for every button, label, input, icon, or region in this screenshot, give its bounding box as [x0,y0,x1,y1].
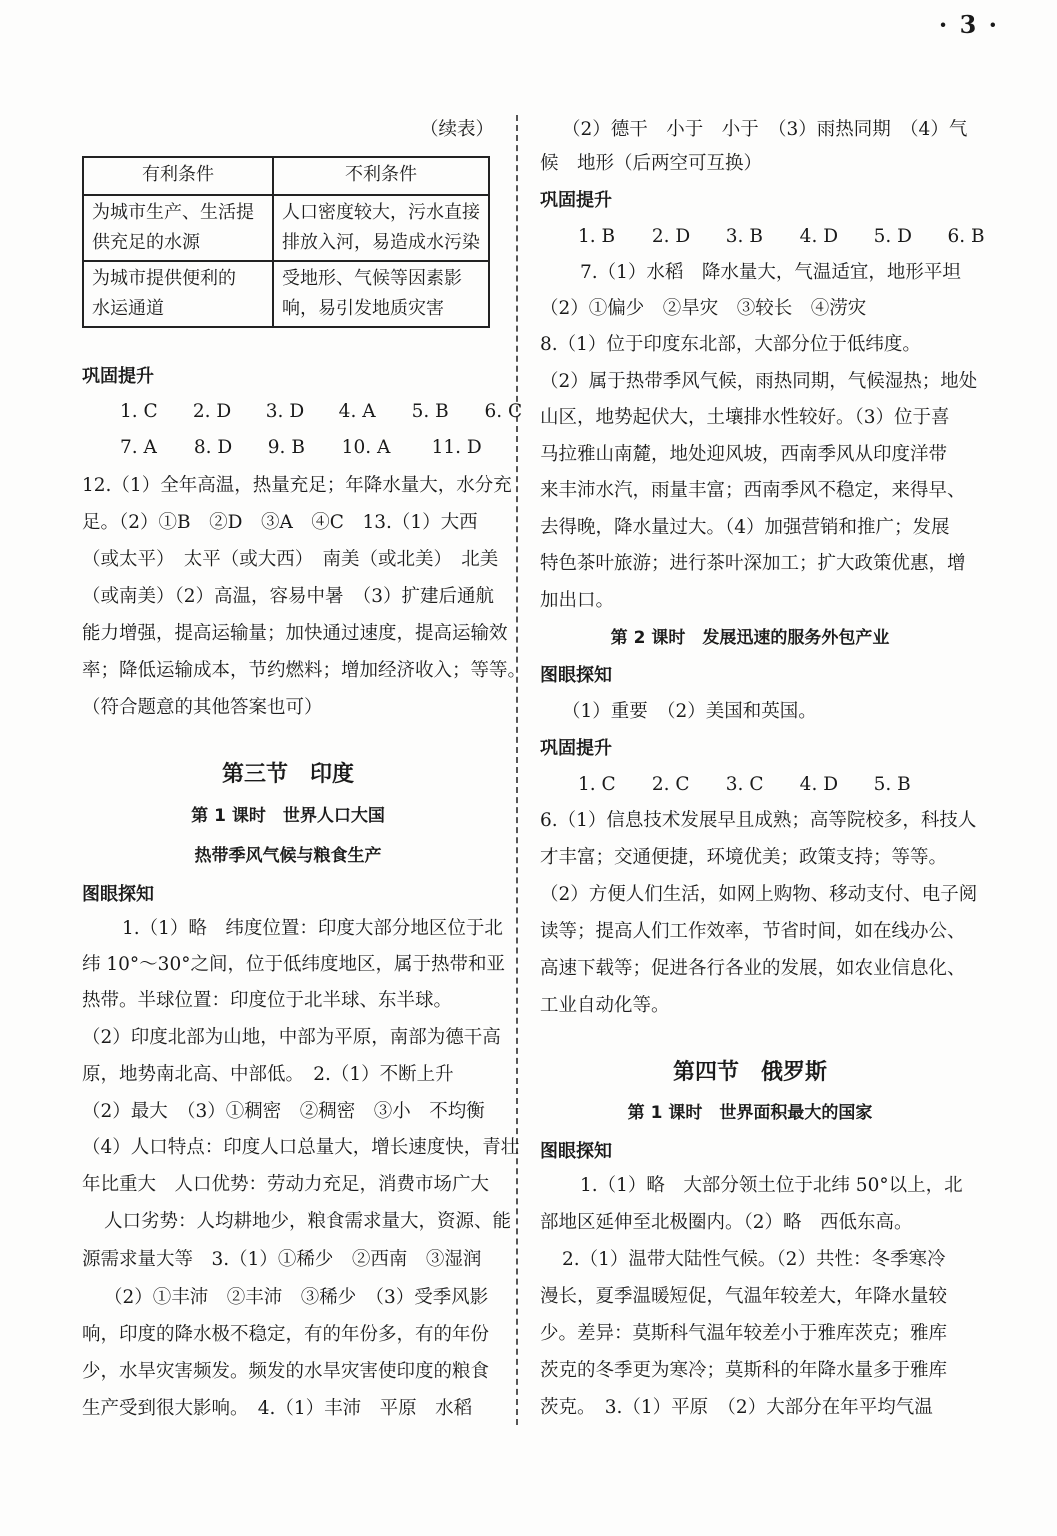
answer-item: 4. D [799,774,839,795]
cell-line: 人口密度较大，污水直接 [282,202,480,223]
answer-item: 3. D [265,401,305,422]
answer-line: （2）方便人们生活，如网上购物、移动支付、电子阅 [540,884,978,905]
answer-line: 茨克。 3.（1）平原 （2）大部分在年平均气温 [540,1397,933,1418]
heading-explore: 图眼探知 [82,884,154,905]
answer-line: 12.（1）全年高温，热量充足；年降水量大，水分充 [82,475,512,496]
answer-line: （2）①丰沛 ②丰沛 ③稀少 （3）受季风影 [104,1287,489,1308]
answer-line: 生产受到很大影响。 4.（1）丰沛 平原 水稻 [82,1398,473,1419]
answer-line: 少。差异：莫斯科气温年较差小于雅库茨克；雅库 [540,1323,948,1344]
page-number: · 3 · [938,10,999,39]
answer-item: 5. B [411,401,449,422]
answer-item: 2. D [651,226,691,247]
answer-line: 漫长，夏季温暖短促，气温年较差大，年降水量较 [540,1286,948,1307]
answer-line: （2）属于热带季风气候，雨热同期，气候湿热；地处 [540,371,978,392]
answer-line: 才丰富；交通便捷，环境优美；政策支持；等等。 [540,847,948,868]
answer-line: 高速下载等；促进各行各业的发展，如农业信息化、 [540,958,966,979]
answer-line: 热带。半球位置：印度位于北半球、东半球。 [82,990,453,1011]
cell-line: 为城市生产、生活提 [92,202,254,223]
answer-item: 11. D [431,437,482,458]
answer-line: （2）印度北部为山地，中部为平原，南部为德干高 [82,1027,501,1048]
answer-item: 7. A [120,437,157,458]
answer-row [540,222,985,252]
cell-line: 排放入河，易造成水污染 [282,232,480,253]
cell-line: 响，易引发地质灾害 [282,298,444,319]
answer-line: 6.（1）信息技术发展早且成熟；高等院校多，科技人 [540,810,977,831]
answer-line: 率；降低运输成本，节约燃料；增加经济收入；等等。 [82,660,527,681]
answer-item: 2. C [651,774,690,795]
answer-line: 工业自动化等。 [540,995,670,1016]
cell-line: 为城市提供便利的 [92,268,236,289]
lesson-title: 热带季风气候与粮食生产 [194,846,382,866]
answer-item: 3. B [725,226,763,247]
answer-line: （1）重要 （2）美国和英国。 [562,701,817,722]
answer-item: 6. B [947,226,985,247]
answer-line: 山区，地势起伏大，土壤排水性较好。（3）位于喜 [540,407,950,428]
answer-line: 1.（1）略 纬度位置：印度大部分地区位于北 [122,918,503,939]
lesson-title: 第 1 课时 世界面积最大的国家 [627,1103,873,1123]
answer-item: 1. B [578,226,616,247]
table-row [83,261,489,327]
answer-line: （2）①偏少 ②旱灾 ③较长 ④涝灾 [540,298,867,319]
table-header-row [83,157,489,195]
answer-row [540,770,960,800]
answer-line: 年比重大 人口优势：劳动力充足，消费市场广大 [82,1174,490,1195]
answer-line: 特色茶叶旅游；进行茶叶深加工；扩大政策优惠，增 [540,553,966,574]
section-title: 第三节 印度 [221,762,354,787]
answer-row [82,397,523,427]
answer-line: 原，地势南北高、中部低。 2.（1）不断上升 [82,1064,454,1085]
answer-line: （符合题意的其他答案也可） [82,697,323,718]
cell-line: 受地形、气候等因素影 [282,268,462,289]
table-cell [273,261,489,327]
answer-line: 马拉雅山南麓，地处迎风坡，西南季风从印度洋带 [540,444,948,465]
cell-line: 水运通道 [92,298,164,319]
answer-line: 1.（1）略 大部分领土位于北纬 50°以上，北 [580,1175,963,1196]
answer-line: 响，印度的降水极不稳定，有的年份多，有的年份 [82,1324,490,1345]
answer-item: 5. B [873,774,911,795]
answer-line: 人口劣势：人均耕地少，粮食需求量大，资源、能 [104,1211,512,1232]
answer-item: 3. C [725,774,764,795]
continued-label: （续表） [419,119,494,140]
answer-line: 纬 10°～30°之间，位于低纬度地区，属于热带和亚 [82,954,505,975]
answer-line: （4）人口特点：印度人口总量大，增长速度快，青壮 [82,1137,520,1158]
heading-consolidate: 巩固提升 [82,366,154,387]
answer-line: 7.（1）水稻 降水量大，气温适宜，地形平坦 [580,262,961,283]
column-divider [516,115,518,1425]
answer-line: （或太平） 太平（或大西） 南美（或北美） 北美 [82,549,499,570]
answer-item: 4. A [338,401,376,422]
answer-line: 加出口。 [540,590,615,611]
table-cell [83,261,273,327]
answer-item: 2. D [192,401,232,422]
answer-item: 9. B [267,437,305,458]
answer-line: 去得晚，降水量过大。（4）加强营销和推广；发展 [540,517,950,538]
answer-line: 少，水旱灾害频发。频发的水旱灾害使印度的粮食 [82,1361,490,1382]
table-header: 不利条件 [273,157,489,195]
answer-item: 6. C [484,401,523,422]
answer-row [82,433,494,463]
table-row [83,195,489,261]
heading-explore: 图眼探知 [540,1141,612,1162]
answer-line: （2）最大 （3）①稠密 ②稠密 ③小 不均衡 [82,1101,485,1122]
answer-item: 10. A [341,437,391,458]
answer-line: 2.（1）温带大陆性气候。（2）共性：冬季寒冷 [562,1249,946,1270]
answer-item: 1. C [120,401,158,422]
answer-line: 8.（1）位于印度东北部，大部分位于低纬度。 [540,334,921,355]
answer-line: 读等；提高人们工作效率，节省时间，如在线办公、 [540,921,966,942]
answer-line: （2）德干 小于 小于 （3）雨热同期 （4）气 [562,119,968,140]
answer-line: 足。（2）①B ②D ③A ④C 13.（1）大西 [82,512,478,533]
answer-item: 8. D [193,437,233,458]
answer-line: 源需求量大等 3.（1）①稀少 ②西南 ③湿润 [82,1249,482,1270]
table-cell [273,195,489,261]
answer-line: 来丰沛水汽，雨量丰富；西南季风不稳定，来得早、 [540,480,966,501]
table-cell [83,195,273,261]
answer-item: 1. C [578,774,616,795]
section-title: 第四节 俄罗斯 [672,1060,827,1085]
cell-line: 供充足的水源 [92,232,200,253]
answer-item: 5. D [873,226,912,247]
answer-line: 能力增强，提高运输量；加快通过速度，提高运输效 [82,623,508,644]
answer-item: 4. D [799,226,839,247]
answer-line: （或南美）（2）高温，容易中暑 （3）扩建后通航 [82,586,495,607]
answer-line: 茨克的冬季更为寒冷；莫斯科的年降水量多于雅库 [540,1360,948,1381]
heading-explore: 图眼探知 [540,665,612,686]
lesson-title: 第 2 课时 发展迅速的服务外包产业 [610,628,890,648]
heading-consolidate: 巩固提升 [540,190,612,211]
table-header: 有利条件 [83,157,273,195]
answer-line: 候 地形（后两空可互换） [540,153,763,174]
conditions-table [82,156,490,328]
answer-line: 部地区延伸至北极圈内。（2）略 西低东高。 [540,1212,913,1233]
lesson-title: 第 1 课时 世界人口大国 [191,806,385,826]
heading-consolidate: 巩固提升 [540,738,612,759]
